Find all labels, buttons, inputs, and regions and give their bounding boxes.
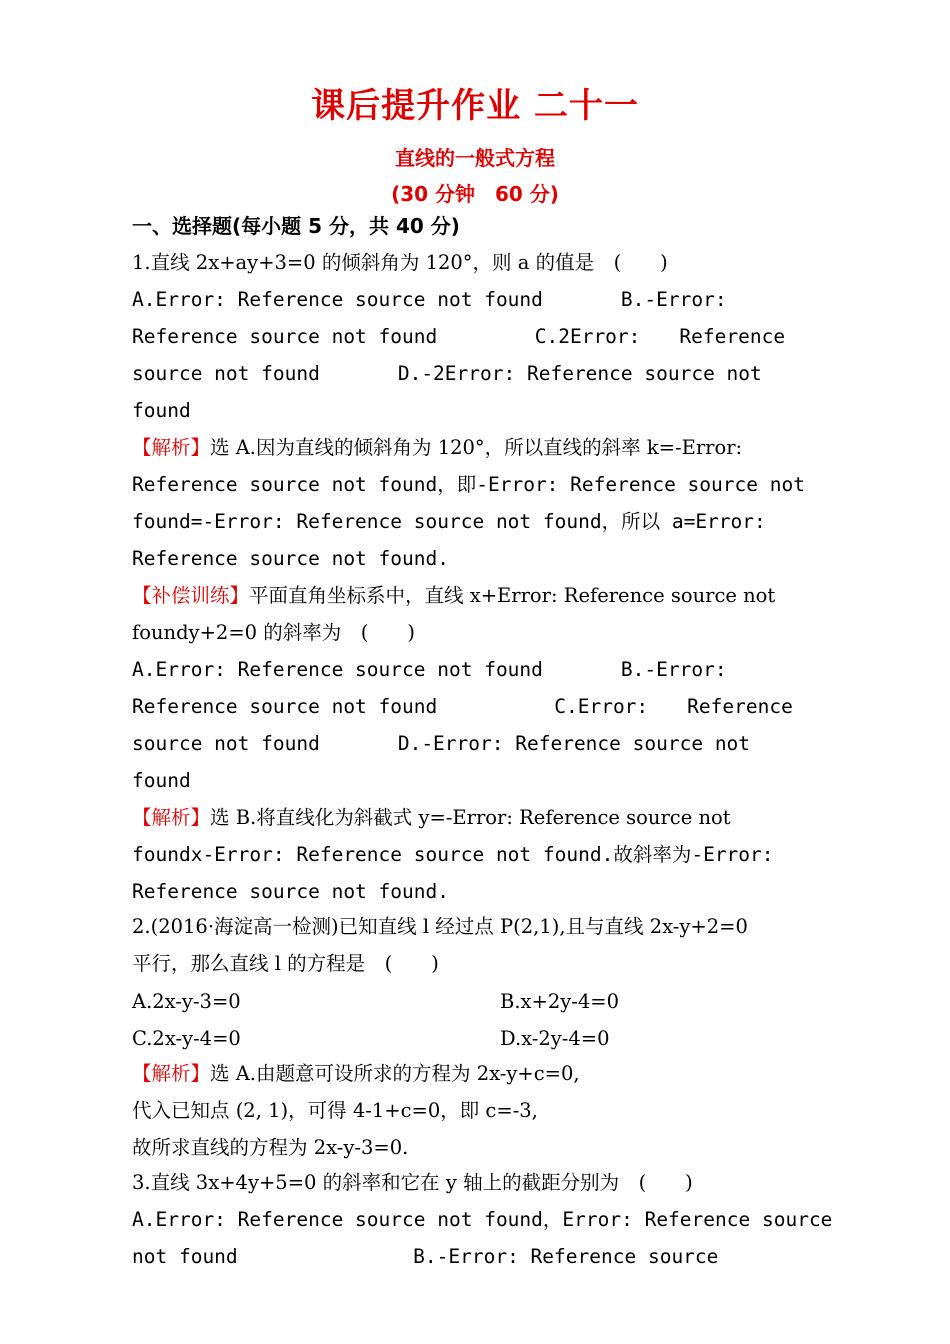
- question-3-options-line-2: not found B.-Error: Reference source: [132, 1245, 719, 1268]
- analysis-tag: 【解析】: [132, 1062, 211, 1085]
- question-2-option-b: B.x+2y-4=0: [500, 990, 620, 1013]
- analysis-tag: 【解析】: [132, 436, 211, 459]
- analysis-text: 选 A.由题意可设所求的方程为 2x-y+c=0,: [210, 1062, 580, 1085]
- supplementary-options-line-2: Reference source not found C.Error: Reference: [132, 695, 793, 718]
- question-1-options-line-2: Reference source not found C.2Error: Reference: [132, 325, 786, 348]
- supplementary-options-line-4: found: [132, 769, 191, 792]
- question-2-stem-line-1: 2.(2016·海淀高一检测)已知直线 l 经过点 P(2,1),且与直线 2x-y+2=0: [132, 915, 748, 938]
- analysis-tag: 【解析】: [132, 806, 211, 829]
- page-title: 课后提升作业 二十一: [311, 86, 639, 126]
- analysis-1-line-3: found=-Error: Reference source not found，所以 a=Error:: [132, 510, 766, 533]
- analysis-3-line-3: 故所求直线的方程为 2x-y-3=0.: [132, 1136, 409, 1159]
- question-1-options-line-3: source not found D.-2Error: Reference source not: [132, 362, 762, 385]
- question-2-option-d: D.x-2y-4=0: [500, 1027, 610, 1050]
- question-3-stem: 3.直线 3x+4y+5=0 的斜率和它在 y 轴上的截距分别为 ( ): [132, 1171, 693, 1194]
- analysis-1-line-1: [132, 436, 818, 460]
- analysis-2-line-1: [132, 806, 818, 830]
- analysis-2-line-2: foundx-Error: Reference source not found.故斜率为-Error:: [132, 843, 774, 866]
- analysis-2-line-3: Reference source not found.: [132, 880, 449, 903]
- question-2-stem-line-2: 平行，那么直线 l 的方程是 ( ): [132, 952, 439, 975]
- supplementary-training-line-1: [132, 584, 818, 608]
- supplementary-training-line-2: foundy+2=0 的斜率为 ( ): [132, 621, 415, 644]
- analysis-text: 选 A.因为直线的倾斜角为 120°，所以直线的斜率 k=-Error:: [210, 436, 743, 459]
- section-heading: 一、选择题(每小题 5 分，共 40 分): [132, 214, 460, 238]
- question-3-options-line-1: A.Error: Reference source not found，Error: Reference source: [132, 1208, 833, 1231]
- analysis-3-line-1: [132, 1062, 818, 1086]
- supplementary-options-line-1: A.Error: Reference source not found B.-Error:: [132, 658, 727, 681]
- question-2-option-a: A.2x-y-3=0: [132, 990, 241, 1013]
- supplementary-training-tag: 【补偿训练】: [132, 584, 250, 607]
- page-subtitle: 直线的一般式方程: [395, 146, 555, 170]
- question-1-options-line-1: A.Error: Reference source not found B.-Error:: [132, 288, 727, 311]
- time-score-note: (30 分钟 60 分): [391, 182, 559, 206]
- supplementary-training-text: 平面直角坐标系中，直线 x+Error: Reference source not: [249, 584, 776, 607]
- question-1-options-line-4: found: [132, 399, 191, 422]
- question-1-stem: 1.直线 2x+ay+3=0 的倾斜角为 120°，则 a 的值是 ( ): [132, 251, 668, 274]
- supplementary-options-line-3: source not found D.-Error: Reference source not: [132, 732, 751, 755]
- question-2-option-c: C.2x-y-4=0: [132, 1027, 241, 1050]
- analysis-1-line-4: Reference source not found.: [132, 547, 449, 570]
- analysis-3-line-2: 代入已知点 (2, 1)，可得 4-1+c=0，即 c=-3,: [132, 1099, 538, 1122]
- analysis-1-line-2: Reference source not found，即-Error: Reference source not: [132, 473, 805, 496]
- analysis-text: 选 B.将直线化为斜截式 y=-Error: Reference source not: [210, 806, 731, 829]
